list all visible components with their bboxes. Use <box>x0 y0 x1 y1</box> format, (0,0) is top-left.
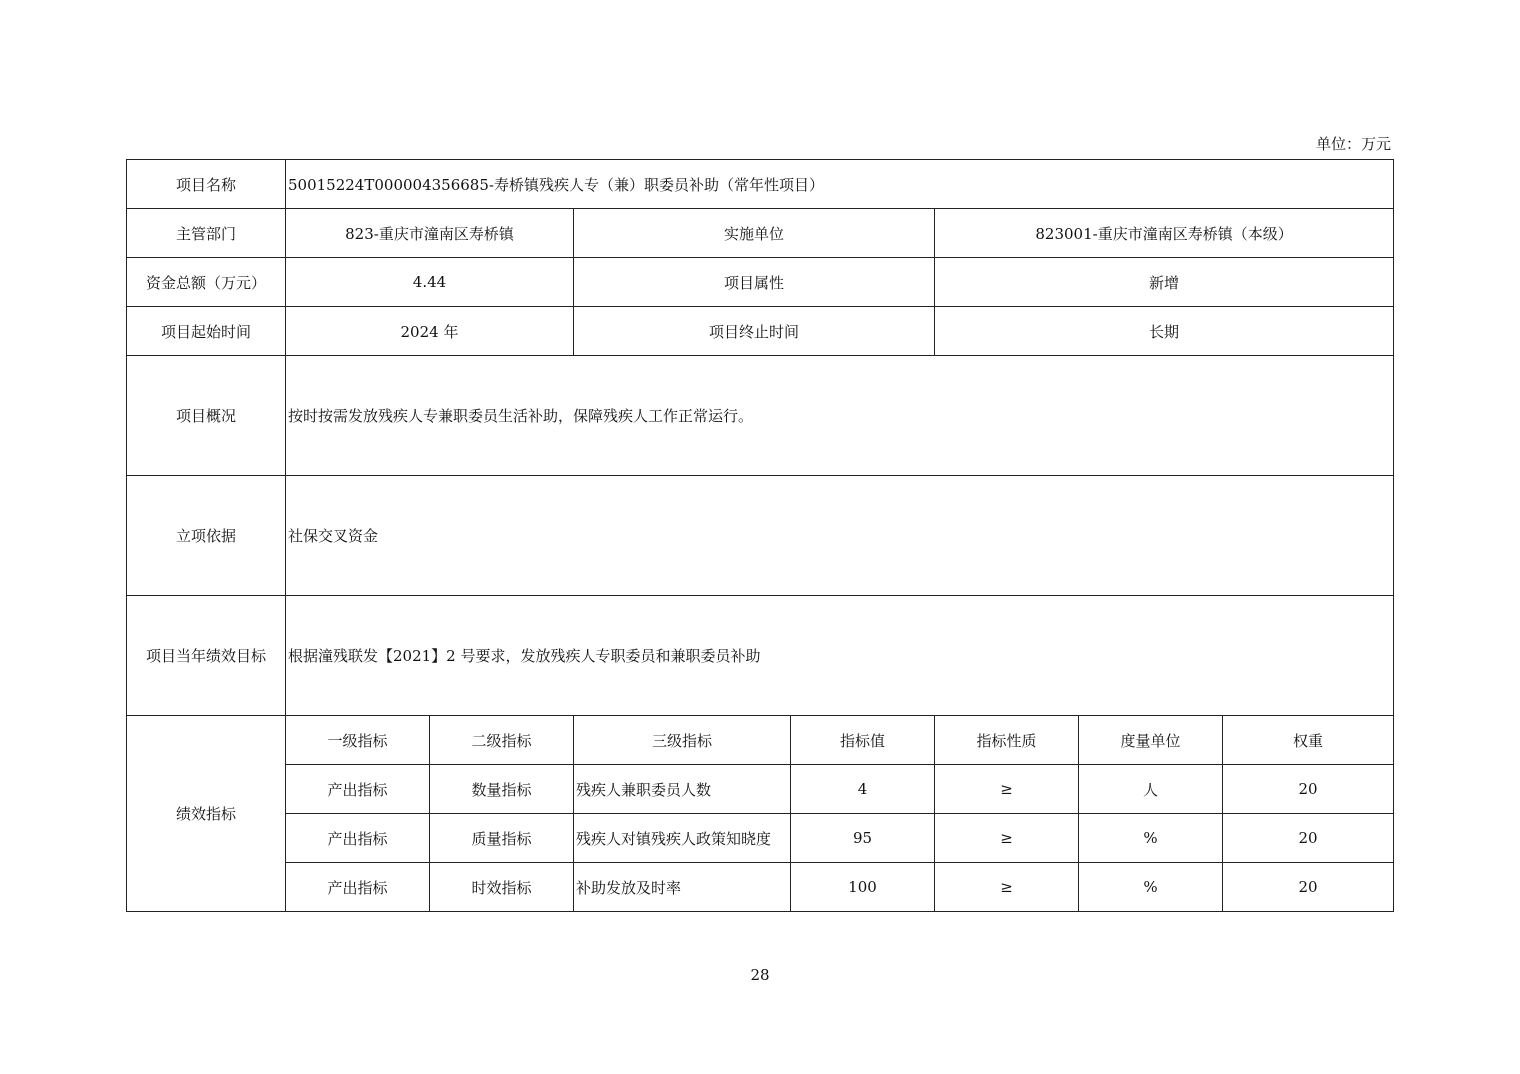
indicator-level2: 数量指标 <box>430 765 574 814</box>
indicator-level3: 残疾人兼职委员人数 <box>574 765 791 814</box>
indicator-nature: ≥ <box>935 814 1079 863</box>
indicator-header-level2: 二级指标 <box>430 716 574 765</box>
page-number: 28 <box>750 966 770 984</box>
indicator-row <box>127 814 1394 863</box>
indicator-header-unit: 度量单位 <box>1079 716 1223 765</box>
indicator-row <box>127 765 1394 814</box>
indicator-level1: 产出指标 <box>286 765 430 814</box>
indicator-header-nature: 指标性质 <box>935 716 1079 765</box>
label-department: 主管部门 <box>127 209 286 258</box>
indicator-weight: 20 <box>1223 765 1394 814</box>
indicator-header-weight: 权重 <box>1223 716 1394 765</box>
indicator-weight: 20 <box>1223 863 1394 912</box>
unit-label: 单位：万元 <box>1315 135 1391 153</box>
value-annual-goal: 根据潼残联发【2021】2 号要求，发放残疾人专职委员和兼职委员补助 <box>286 596 1394 716</box>
value-attribute: 新增 <box>935 258 1394 307</box>
indicator-value: 4 <box>791 765 935 814</box>
value-start-time: 2024 年 <box>286 307 574 356</box>
project-performance-table <box>126 159 1394 912</box>
value-project-name: 50015224T000004356685-寿桥镇残疾人专（兼）职委员补助（常年性项目） <box>286 160 1394 209</box>
label-basis: 立项依据 <box>127 476 286 596</box>
row-annual-goal <box>127 596 1394 716</box>
row-department <box>127 209 1394 258</box>
value-basis: 社保交叉资金 <box>286 476 1394 596</box>
indicator-level2: 时效指标 <box>430 863 574 912</box>
indicator-header-level1: 一级指标 <box>286 716 430 765</box>
label-end-time: 项目终止时间 <box>574 307 935 356</box>
indicator-level3: 补助发放及时率 <box>574 863 791 912</box>
row-project-name <box>127 160 1394 209</box>
indicator-level2: 质量指标 <box>430 814 574 863</box>
indicator-level1: 产出指标 <box>286 863 430 912</box>
indicator-unit: 人 <box>1079 765 1223 814</box>
label-annual-goal: 项目当年绩效目标 <box>127 596 286 716</box>
label-project-name: 项目名称 <box>127 160 286 209</box>
value-end-time: 长期 <box>935 307 1394 356</box>
row-time <box>127 307 1394 356</box>
row-overview <box>127 356 1394 476</box>
indicator-header-row <box>127 716 1394 765</box>
indicator-value: 95 <box>791 814 935 863</box>
indicator-value: 100 <box>791 863 935 912</box>
row-basis <box>127 476 1394 596</box>
indicator-unit: % <box>1079 814 1223 863</box>
indicator-header-level3: 三级指标 <box>574 716 791 765</box>
indicator-level1: 产出指标 <box>286 814 430 863</box>
indicator-level3: 残疾人对镇残疾人政策知晓度 <box>574 814 791 863</box>
indicator-unit: % <box>1079 863 1223 912</box>
label-start-time: 项目起始时间 <box>127 307 286 356</box>
label-impl-unit: 实施单位 <box>574 209 935 258</box>
label-attribute: 项目属性 <box>574 258 935 307</box>
value-impl-unit: 823001-重庆市潼南区寿桥镇（本级） <box>935 209 1394 258</box>
indicator-weight: 20 <box>1223 814 1394 863</box>
label-indicators: 绩效指标 <box>127 716 286 912</box>
indicator-header-value: 指标值 <box>791 716 935 765</box>
label-overview: 项目概况 <box>127 356 286 476</box>
value-total-funds: 4.44 <box>286 258 574 307</box>
indicator-row <box>127 863 1394 912</box>
indicator-nature: ≥ <box>935 765 1079 814</box>
value-overview: 按时按需发放残疾人专兼职委员生活补助，保障残疾人工作正常运行。 <box>286 356 1394 476</box>
indicator-nature: ≥ <box>935 863 1079 912</box>
row-funds <box>127 258 1394 307</box>
label-total-funds: 资金总额（万元） <box>127 258 286 307</box>
value-department: 823-重庆市潼南区寿桥镇 <box>286 209 574 258</box>
